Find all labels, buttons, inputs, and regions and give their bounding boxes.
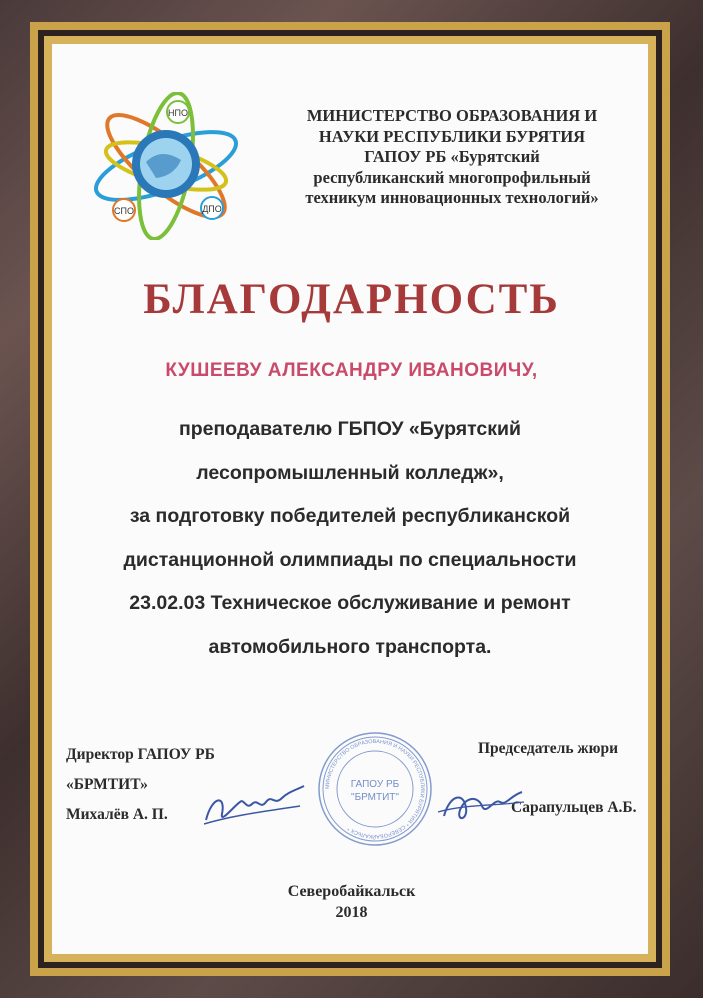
header-line: республиканский многопрофильный xyxy=(313,167,591,187)
stamp-line2: "БРМТИТ" xyxy=(351,792,399,803)
issue-place-date xyxy=(0,881,703,923)
header-line: техникум инновационных технологий» xyxy=(305,188,599,207)
director-org: «БРМТИТ» xyxy=(66,776,148,793)
college-atom-logo xyxy=(86,92,246,240)
header-line: ГАПОУ РБ «Бурятский xyxy=(364,147,540,166)
certificate-title: БЛАГОДАРНОСТЬ xyxy=(143,276,560,323)
stamp-line1: ГАПОУ РБ xyxy=(350,779,400,790)
logo-label-left: СПО xyxy=(114,206,134,216)
body-line: лесопромышленный колледж», xyxy=(196,461,504,484)
issue-year: 2018 xyxy=(335,904,368,921)
body-line: дистанционной олимпиады по специальности xyxy=(123,548,577,571)
body-line: 23.02.03 Техническое обслуживание и ремонт xyxy=(129,592,571,614)
issue-city: Северобайкальск xyxy=(287,883,416,900)
recipient-name: КУШЕЕВУ АЛЕКСАНДРУ ИВАНОВИЧУ, xyxy=(165,360,538,381)
logo-label-top: НПО xyxy=(168,108,188,118)
jury-chair-name: Сарапульцев А.Б. xyxy=(511,799,637,816)
body-line: за подготовку победителей республиканской xyxy=(129,505,571,527)
body-line: автомобильного транспорта. xyxy=(208,635,492,658)
logo-label-right: ДПО xyxy=(202,204,222,214)
director-signature xyxy=(200,776,310,832)
issuer-header xyxy=(272,106,632,209)
body-line: преподавателю ГБПОУ «Бурятский xyxy=(178,418,522,440)
header-line: МИНИСТЕРСТВО ОБРАЗОВАНИЯ И xyxy=(306,106,598,125)
jury-chair-signature xyxy=(436,782,526,828)
director-title: Директор ГАПОУ РБ xyxy=(66,746,215,763)
official-stamp xyxy=(316,730,434,848)
stamp-ring-text: МИНИСТЕРСТВО ОБРАЗОВАНИЯ И НАУКИ РЕСПУБЛИКИ БУРЯТИЯ * СЕВЕРОБАЙКАЛЬСК * xyxy=(324,738,426,840)
director-signature-block xyxy=(66,740,215,830)
header-line: НАУКИ РЕСПУБЛИКИ БУРЯТИЯ xyxy=(318,126,586,146)
certificate-body xyxy=(60,408,640,669)
jury-chair-title: Председатель жюри xyxy=(478,740,619,757)
director-name: Михалёв А. П. xyxy=(66,806,168,823)
